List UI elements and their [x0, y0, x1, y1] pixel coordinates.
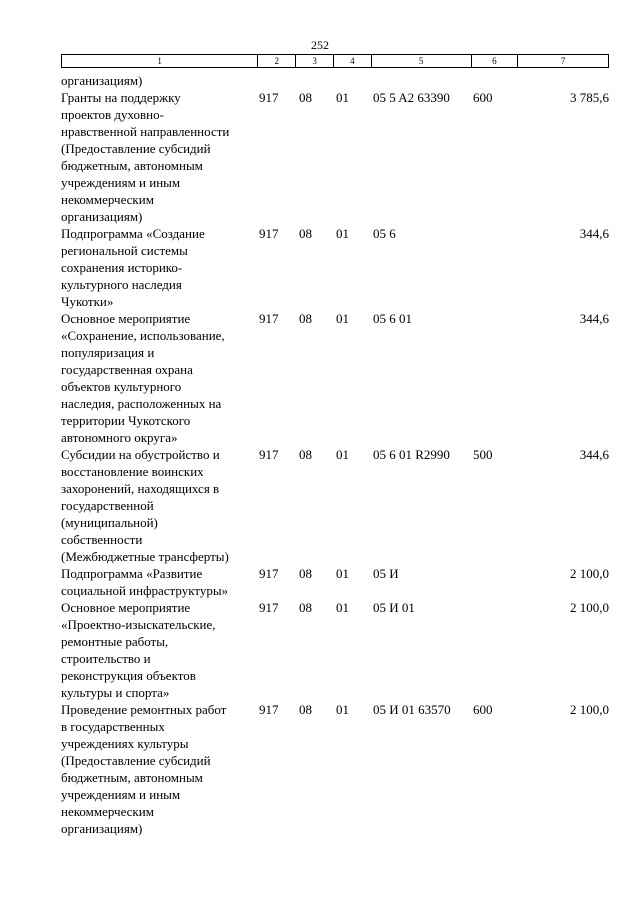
description-line: Основное мероприятие	[61, 600, 191, 615]
description-line: организациям)	[61, 821, 143, 836]
amount: 344,6	[579, 447, 609, 462]
header-col-7: 7	[560, 56, 566, 66]
description-line: Гранты на поддержку	[61, 90, 181, 105]
description-line: строительство и	[61, 651, 151, 666]
row-description	[61, 225, 259, 310]
subsection-code: 01	[336, 600, 349, 615]
description-line: учреждениях культуры	[61, 736, 189, 751]
target-article-code: 05 5 A2 63390	[373, 90, 450, 105]
description-line: захоронений, находящихся в	[61, 481, 220, 496]
description-line: Проведение ремонтных работ	[61, 702, 227, 717]
row-description	[61, 701, 259, 837]
section-code: 08	[299, 226, 312, 241]
description-line: (Межбюджетные трансферты)	[61, 549, 229, 564]
ministry-code: 917	[259, 90, 279, 105]
description-line: Основное мероприятие	[61, 311, 191, 326]
description-line: ремонтные работы,	[61, 634, 169, 649]
row-description	[61, 310, 259, 446]
target-article-code: 05 И 01	[373, 600, 415, 615]
description-line: социальной инфраструктуры»	[61, 583, 229, 598]
header-col-5: 5	[372, 55, 472, 67]
ministry-code: 917	[259, 600, 279, 615]
description-line: Подпрограмма «Развитие	[61, 566, 203, 581]
amount: 2 100,0	[570, 600, 609, 615]
description-line: Чукотки»	[61, 294, 114, 309]
subsection-code: 01	[336, 90, 349, 105]
subsection-code: 01	[336, 566, 349, 581]
amount: 2 100,0	[570, 566, 609, 581]
section-code: 08	[299, 702, 312, 717]
amount: 2 100,0	[570, 702, 609, 717]
section-code: 08	[299, 600, 312, 615]
row-description	[61, 565, 259, 599]
amount: 3 785,6	[570, 90, 609, 105]
description-line: культурного наследия	[61, 277, 182, 292]
row-description	[61, 446, 259, 565]
description-line: культуры и спорта»	[61, 685, 170, 700]
description-line: государственная охрана	[61, 362, 193, 377]
description-line: Субсидии на обустройство и	[61, 447, 220, 462]
description-line: Подпрограмма «Создание	[61, 226, 205, 241]
description-line: некоммерческим	[61, 192, 154, 207]
description-line: некоммерческим	[61, 804, 154, 819]
target-article-code: 05 И 01 63570	[373, 702, 451, 717]
table-header	[61, 54, 609, 68]
header-col-2: 2	[258, 55, 296, 67]
table-row	[0, 225, 640, 310]
table-row	[0, 446, 640, 565]
ministry-code: 917	[259, 447, 279, 462]
header-col-1: 1	[62, 55, 258, 67]
section-code: 08	[299, 566, 312, 581]
target-article-code: 05 6	[373, 226, 396, 241]
description-line: государственной	[61, 498, 154, 513]
description-line: (муниципальной)	[61, 515, 158, 530]
table-body	[0, 72, 640, 837]
description-line: сохранения историко-	[61, 260, 183, 275]
row-description	[61, 72, 259, 89]
description-line: восстановление воинских	[61, 464, 204, 479]
table-row	[0, 89, 640, 225]
section-code: 08	[299, 311, 312, 326]
description-line: организациям)	[61, 73, 143, 88]
row-description	[61, 89, 259, 225]
target-article-code: 05 6 01 R2990	[373, 447, 450, 462]
section-code: 08	[299, 90, 312, 105]
amount: 344,6	[579, 226, 609, 241]
ministry-code: 917	[259, 702, 279, 717]
header-col-6: 6	[472, 55, 519, 67]
description-line: региональной системы	[61, 243, 188, 258]
subsection-code: 01	[336, 311, 349, 326]
expense-type-code: 500	[473, 447, 493, 462]
ministry-code: 917	[259, 311, 279, 326]
description-line: учреждениям и иным	[61, 175, 181, 190]
description-line: собственности	[61, 532, 143, 547]
description-line: (Предоставление субсидий	[61, 141, 211, 156]
table-row	[0, 310, 640, 446]
description-line: бюджетным, автономным	[61, 770, 203, 785]
table-row	[0, 701, 640, 837]
description-line: популяризация и	[61, 345, 155, 360]
description-line: «Сохранение, использование,	[61, 328, 225, 343]
description-line: нравственной направленности	[61, 124, 230, 139]
subsection-code: 01	[336, 226, 349, 241]
description-line: проектов духовно-	[61, 107, 164, 122]
description-line: реконструкция объектов	[61, 668, 196, 683]
amount: 344,6	[579, 311, 609, 326]
target-article-code: 05 6 01	[373, 311, 412, 326]
description-line: территории Чукотского	[61, 413, 191, 428]
row-description	[61, 599, 259, 701]
table-row	[0, 599, 640, 701]
description-line: бюджетным, автономным	[61, 158, 203, 173]
expense-type-code: 600	[473, 90, 493, 105]
section-code: 08	[299, 447, 312, 462]
ministry-code: 917	[259, 566, 279, 581]
subsection-code: 01	[336, 447, 349, 462]
ministry-code: 917	[259, 226, 279, 241]
header-col-3: 3	[296, 55, 334, 67]
target-article-code: 05 И	[373, 566, 399, 581]
page-number: 252	[311, 38, 329, 52]
description-line: автономного округа»	[61, 430, 178, 445]
description-line: организациям)	[61, 209, 143, 224]
description-line: (Предоставление субсидий	[61, 753, 211, 768]
description-line: объектов культурного	[61, 379, 182, 394]
header-col-4: 4	[334, 55, 372, 67]
description-line: «Проектно-изыскательские,	[61, 617, 216, 632]
table-row	[0, 72, 640, 89]
table-row	[0, 565, 640, 599]
description-line: в государственных	[61, 719, 165, 734]
subsection-code: 01	[336, 702, 349, 717]
description-line: наследия, расположенных на	[61, 396, 222, 411]
expense-type-code: 600	[473, 702, 493, 717]
description-line: учреждениям и иным	[61, 787, 181, 802]
